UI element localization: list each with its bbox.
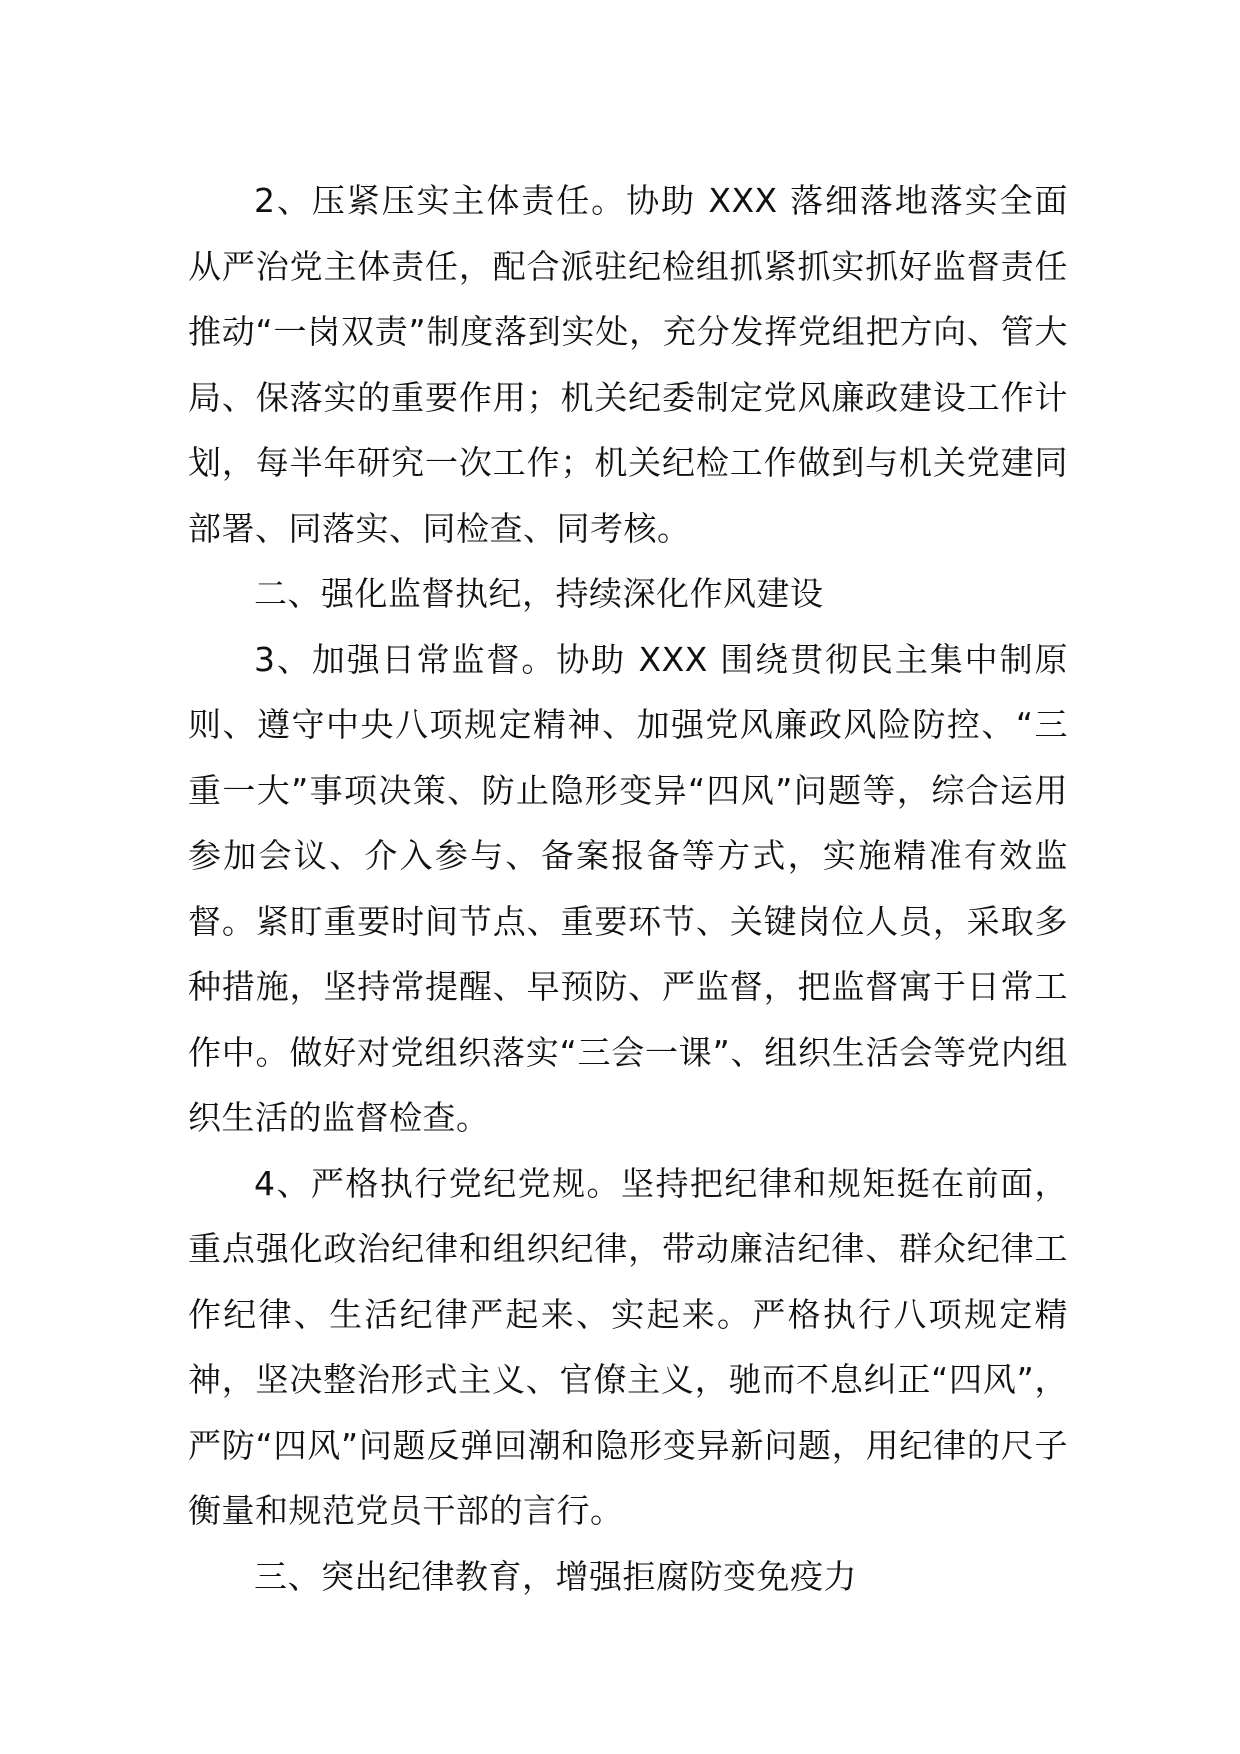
paragraph-daily-supervision: 3、加强日常监督。协助 XXX 围绕贯彻民主集中制原则、遵守中央八项规定精神、加强党风廉政风险防控、“三重一大”事项决策、防止隐形变异“四风”问题等，综合运用参加会议、介入参与、备案报备等方式，实施精准有效监督。紧盯重要时间节点、重要环节、关键岗位人员，采取多种措施，坚持常提醒、早预防、严监督，把监督寓于日常工作中。做好对党组织落实“三会一课”、组织生活会等党内组织生活的监督检查。 — [188, 639, 1068, 1137]
section-heading-discipline-education: 三、突出纪律教育，增强拒腐防变免疫力 — [254, 1556, 857, 1596]
paragraph-responsibility: 2、压紧压实主体责任。协助 XXX 落细落地落实全面从严治党主体责任，配合派驻纪检组抓紧抓实抓好监督责任推动“一岗双责”制度落到实处，充分发挥党组把方向、管大局、保落实的重要作用；机关纪委制定党风廉政建设工作计划，每半年研究一次工作；机关纪检工作做到与机关党建同部署、同落实、同检查、同考核。 — [188, 181, 1068, 548]
paragraph-party-discipline: 4、严格执行党纪党规。坚持把纪律和规矩挺在前面，重点强化政治纪律和组织纪律，带动廉洁纪律、群众纪律工作纪律、生活纪律严起来、实起来。严格执行八项规定精神，坚决整治形式主义、官僚主义，驰而不息纠正“四风”，严防“四风”问题反弹回潮和隐形变异新问题，用纪律的尺子衡量和规范党员干部的言行。 — [188, 1163, 1068, 1530]
section-heading-supervision: 二、强化监督执纪，持续深化作风建设 — [254, 574, 824, 613]
document-body — [188, 168, 1068, 1609]
